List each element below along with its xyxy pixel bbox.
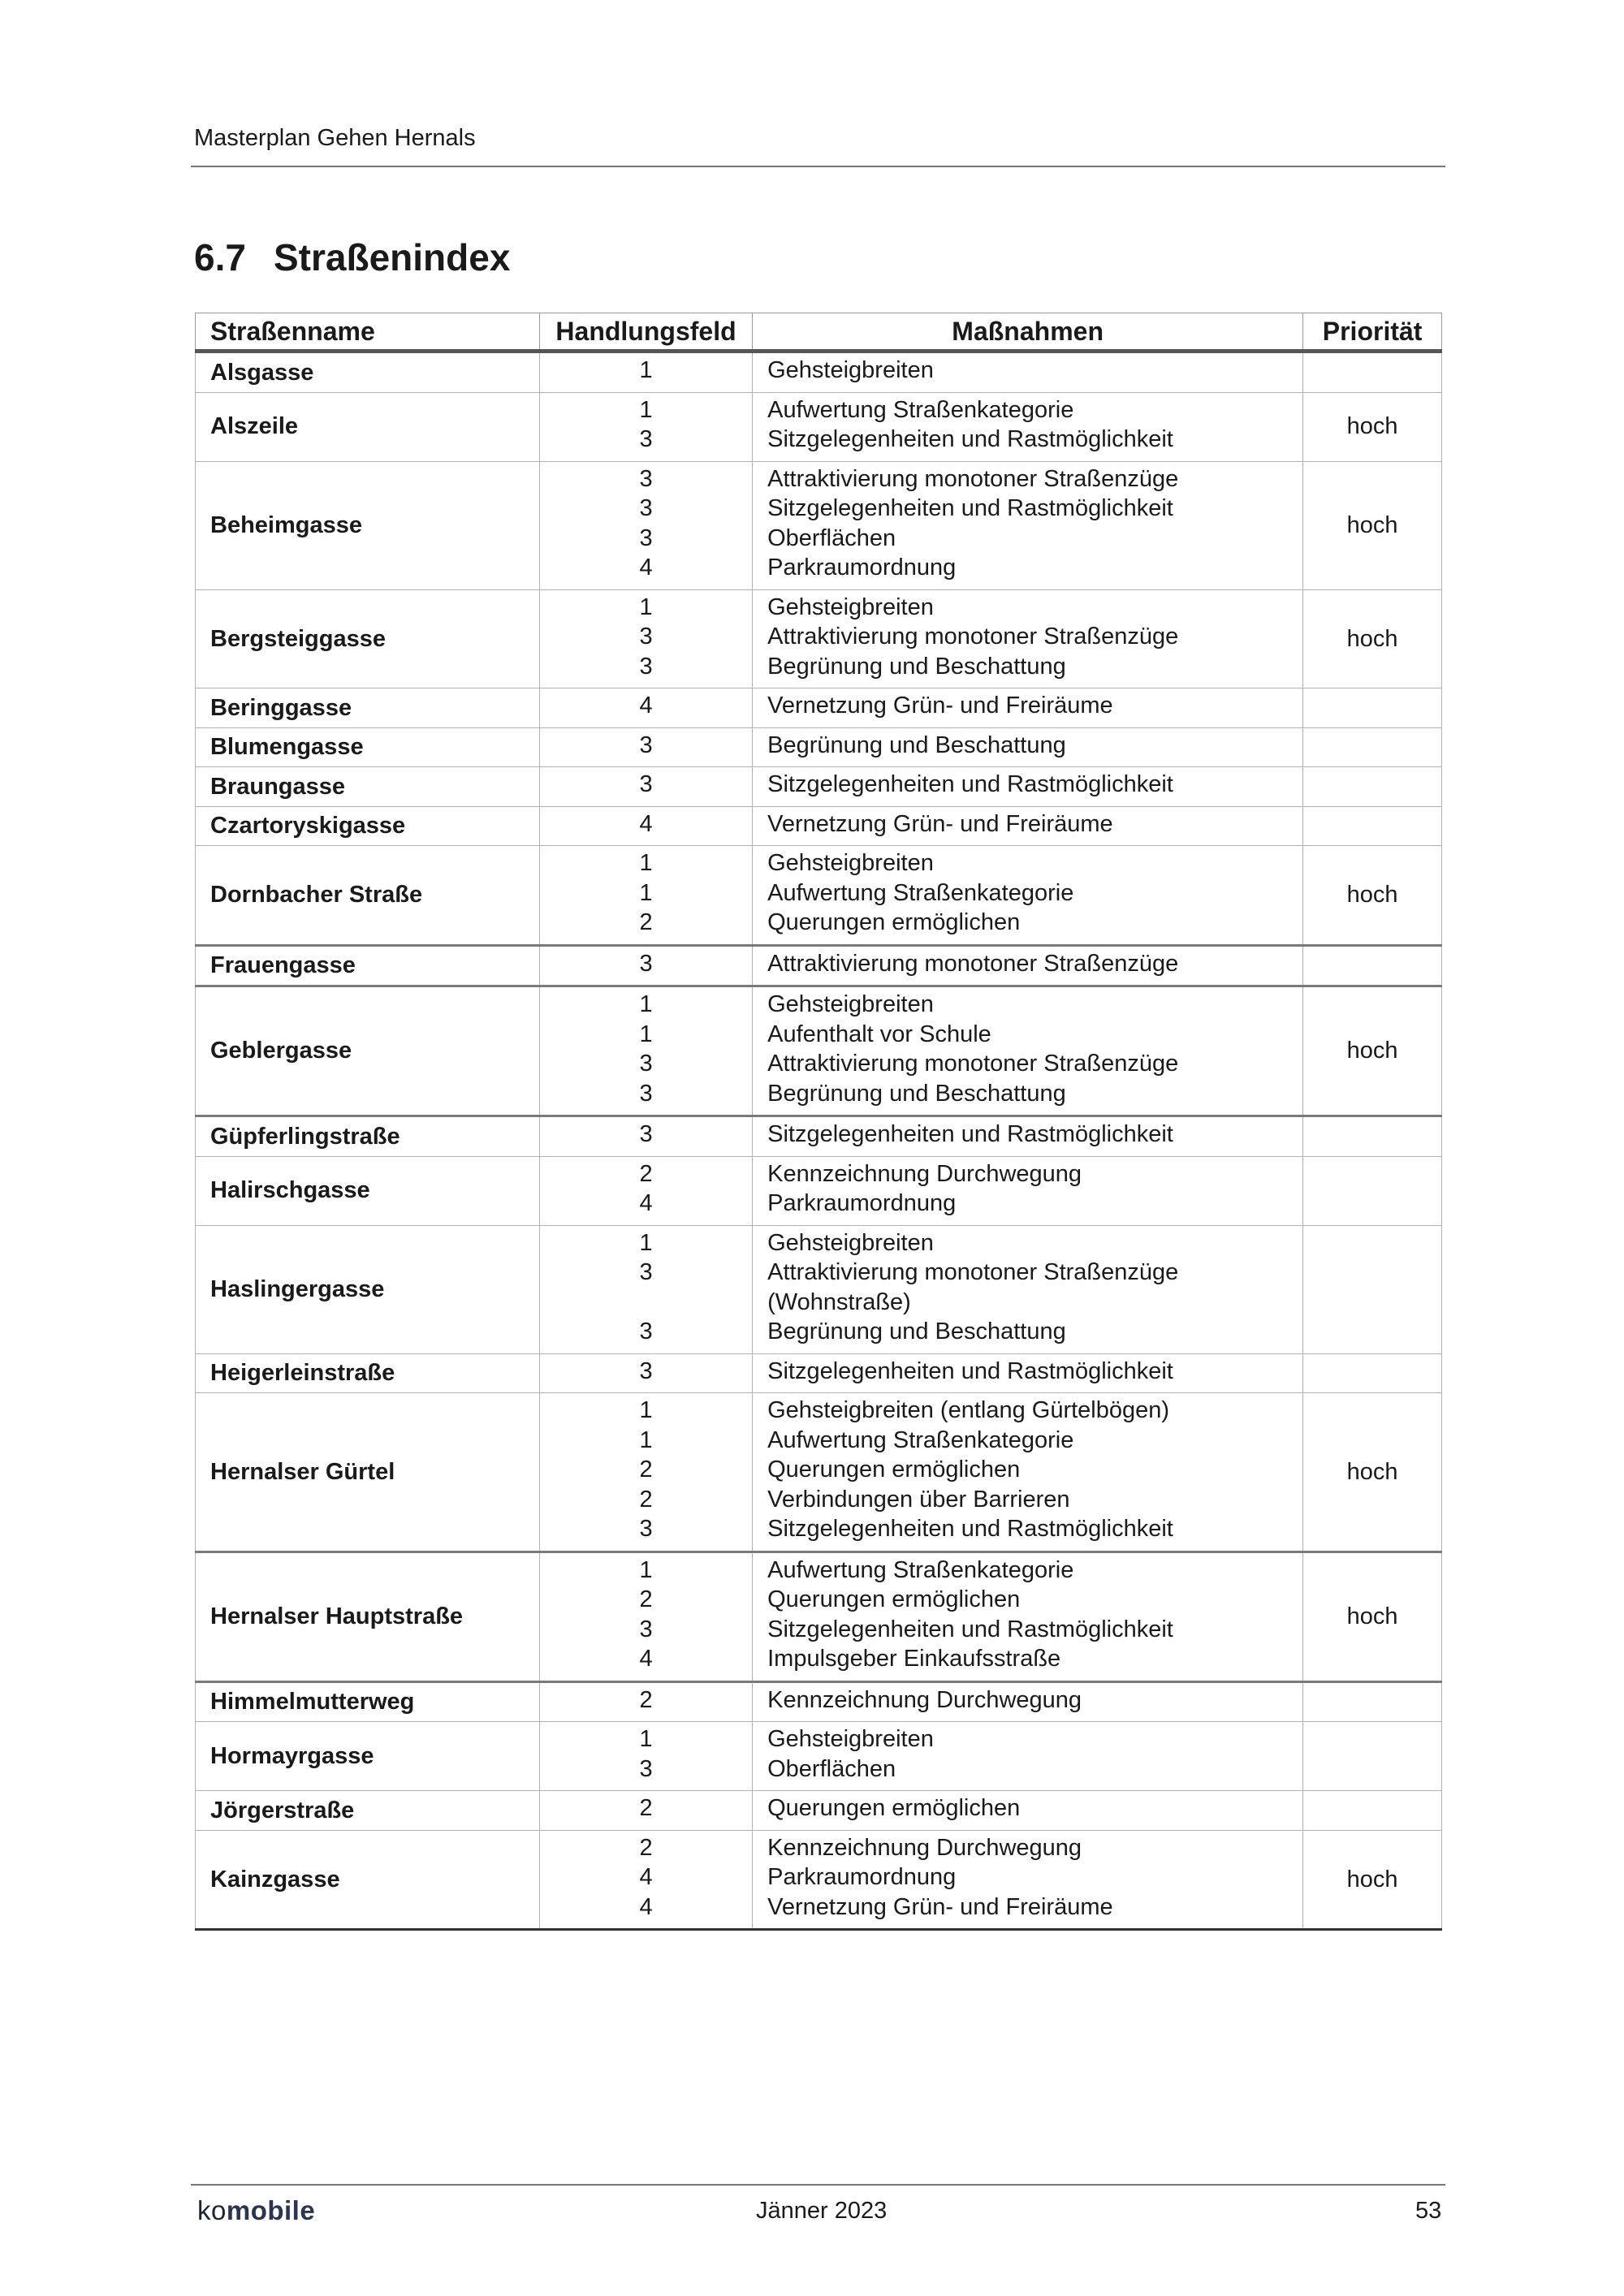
measure-item: Querungen ermöglichen <box>767 1795 1021 1821</box>
action-field-value: 1 <box>639 1726 653 1752</box>
priority-cell: hoch <box>1303 392 1442 461</box>
section-title: Straßenindex <box>274 236 511 278</box>
action-field-cell <box>539 727 752 767</box>
priority-cell <box>1303 945 1442 986</box>
action-field-value: 4 <box>639 555 653 580</box>
street-name-cell: Alsgasse <box>196 352 540 393</box>
action-field-cell <box>539 1830 752 1930</box>
street-name-cell: Güpferlingstraße <box>196 1116 540 1157</box>
measures-cell <box>753 727 1303 767</box>
measure-item: Attraktivierung monotoner Straßenzüge <box>767 1259 1179 1285</box>
action-field-value: 2 <box>639 1686 653 1713</box>
action-field-value: 3 <box>639 653 653 680</box>
section-heading <box>194 235 510 279</box>
column-header-action-field: Handlungsfeld <box>539 313 752 352</box>
measures-cell <box>753 392 1303 461</box>
action-field-value: 3 <box>639 426 653 452</box>
table-row <box>196 1681 1442 1722</box>
measures-cell <box>753 1225 1303 1353</box>
action-field-value: 3 <box>639 1616 653 1642</box>
measure-item: Aufwertung Straßenkategorie <box>767 1426 1074 1453</box>
measures-cell <box>753 688 1303 728</box>
table-row <box>196 1552 1442 1681</box>
priority-cell: hoch <box>1303 846 1442 946</box>
street-name-cell: Blumengasse <box>196 727 540 767</box>
table-row <box>196 767 1442 807</box>
action-field-cell <box>539 1681 752 1722</box>
measure-item: Attraktivierung monotoner Straßenzüge <box>767 624 1179 650</box>
measures-cell <box>753 1393 1303 1552</box>
page-number: 53 <box>1415 2198 1442 2224</box>
table-row <box>196 1353 1442 1393</box>
action-field-cell <box>539 1393 752 1552</box>
table-body <box>196 352 1442 1930</box>
measure-item: Vernetzung Grün- und Freiräume <box>767 1893 1113 1920</box>
measure-item: Aufwertung Straßenkategorie <box>767 1556 1074 1583</box>
measures-cell <box>753 1830 1303 1930</box>
street-name-cell: Jörgerstraße <box>196 1791 540 1831</box>
priority-cell <box>1303 1116 1442 1157</box>
priority-cell: hoch <box>1303 1552 1442 1681</box>
action-field-value: 2 <box>639 1457 653 1482</box>
action-field-value: 3 <box>639 732 653 758</box>
measure-item: Oberflächen <box>767 524 896 551</box>
action-field-value: 3 <box>639 950 653 977</box>
street-name-cell: Beheimgasse <box>196 461 540 589</box>
measure-item: Vernetzung Grün- und Freiräume <box>767 693 1113 719</box>
street-name-cell: Czartoryskigasse <box>196 806 540 846</box>
table-row <box>196 589 1442 688</box>
action-field-value: 4 <box>639 1893 653 1920</box>
komobile-logo <box>197 2195 315 2226</box>
measure-item: Sitzgelegenheiten und Rastmöglichkeit <box>767 771 1173 797</box>
action-field-value: 2 <box>639 1160 653 1187</box>
measure-item: Kennzeichnung Durchwegung <box>767 1160 1082 1187</box>
action-field-value: 4 <box>639 1190 653 1216</box>
measure-item: Aufwertung Straßenkategorie <box>767 396 1074 423</box>
action-field-value: 3 <box>639 1318 653 1344</box>
measure-item: Begrünung und Beschattung <box>767 653 1066 680</box>
action-field-value: 1 <box>639 991 653 1017</box>
action-field-cell <box>539 352 752 393</box>
action-field-value: 3 <box>639 465 653 492</box>
column-header-measures: Maßnahmen <box>753 313 1303 352</box>
table-row <box>196 986 1442 1116</box>
action-field-value: 3 <box>639 495 653 521</box>
footer-divider <box>191 2184 1445 2186</box>
measures-cell <box>753 1681 1303 1722</box>
measure-item: Aufwertung Straßenkategorie <box>767 879 1074 906</box>
action-field-value: 2 <box>639 1586 653 1612</box>
table-row <box>196 846 1442 946</box>
street-name-cell: Hernalser Hauptstraße <box>196 1552 540 1681</box>
action-field-value: 3 <box>639 524 653 551</box>
measures-cell <box>753 986 1303 1116</box>
action-field-value: 2 <box>639 1834 653 1861</box>
action-field-value: 4 <box>639 693 653 719</box>
measure-item: Kennzeichnung Durchwegung <box>767 1834 1082 1861</box>
column-header-priority: Priorität <box>1303 313 1442 352</box>
priority-cell <box>1303 1156 1442 1225</box>
priority-cell: hoch <box>1303 589 1442 688</box>
measure-item: Begrünung und Beschattung <box>767 1080 1066 1107</box>
priority-cell: hoch <box>1303 1830 1442 1930</box>
action-field-cell <box>539 806 752 846</box>
street-name-cell: Frauengasse <box>196 945 540 986</box>
action-field-value: 3 <box>639 624 653 650</box>
table-row <box>196 1722 1442 1791</box>
priority-cell <box>1303 1681 1442 1722</box>
measure-item: Querungen ermöglichen <box>767 1586 1021 1612</box>
measure-item: Gehsteigbreiten <box>767 1726 934 1752</box>
action-field-value: 1 <box>639 1021 653 1047</box>
measures-cell <box>753 1552 1303 1681</box>
action-field-value: 1 <box>639 1556 653 1583</box>
action-field-value: 1 <box>639 1229 653 1256</box>
action-field-value: 1 <box>639 357 653 383</box>
priority-cell <box>1303 767 1442 807</box>
measure-item: Sitzgelegenheiten und Rastmöglichkeit <box>767 1121 1173 1147</box>
action-field-value: 3 <box>639 1357 653 1384</box>
street-name-cell: Braungasse <box>196 767 540 807</box>
section-number: 6.7 <box>194 236 246 278</box>
table-row <box>196 352 1442 393</box>
logo-text-bold: mobile <box>226 2195 316 2225</box>
action-field-value: 3 <box>639 1051 653 1077</box>
action-field-value: 2 <box>639 1795 653 1821</box>
measure-item: Parkraumordnung <box>767 555 957 580</box>
action-field-cell <box>539 1156 752 1225</box>
table-row <box>196 1156 1442 1225</box>
action-field-cell <box>539 1225 752 1353</box>
action-field-value: 3 <box>639 1259 653 1285</box>
logo-text-light: ko <box>197 2195 227 2225</box>
action-field-value <box>555 1288 737 1318</box>
street-name-cell: Dornbacher Straße <box>196 846 540 946</box>
measure-item: Vernetzung Grün- und Freiräume <box>767 810 1113 837</box>
measure-item: Parkraumordnung <box>767 1864 957 1890</box>
column-header-street-name: Straßenname <box>196 313 540 352</box>
table-row <box>196 688 1442 728</box>
action-field-cell <box>539 461 752 589</box>
measure-item: Sitzgelegenheiten und Rastmöglichkeit <box>767 1357 1173 1384</box>
measure-item: (Wohnstraße) <box>767 1288 911 1315</box>
table-row <box>196 1791 1442 1831</box>
running-header: Masterplan Gehen Hernals <box>194 125 476 151</box>
measures-cell <box>753 945 1303 986</box>
street-name-cell: Heigerleinstraße <box>196 1353 540 1393</box>
table-row <box>196 727 1442 767</box>
measures-cell <box>753 846 1303 946</box>
action-field-value: 2 <box>639 909 653 935</box>
measure-item: Sitzgelegenheiten und Rastmöglichkeit <box>767 495 1173 521</box>
street-name-cell: Hormayrgasse <box>196 1722 540 1791</box>
street-name-cell: Himmelmutterweg <box>196 1681 540 1722</box>
measures-cell <box>753 1722 1303 1791</box>
measures-cell <box>753 461 1303 589</box>
street-name-cell: Hernalser Gürtel <box>196 1393 540 1552</box>
measure-item: Kennzeichnung Durchwegung <box>767 1686 1082 1713</box>
priority-cell: hoch <box>1303 1393 1442 1552</box>
action-field-value: 1 <box>639 1426 653 1453</box>
measure-item: Parkraumordnung <box>767 1190 957 1216</box>
measure-item: Attraktivierung monotoner Straßenzüge <box>767 950 1179 977</box>
measures-cell <box>753 1353 1303 1393</box>
measure-item: Gehsteigbreiten <box>767 593 934 620</box>
measure-item: Sitzgelegenheiten und Rastmöglichkeit <box>767 1616 1173 1642</box>
action-field-cell <box>539 589 752 688</box>
table-row <box>196 945 1442 986</box>
priority-cell <box>1303 1722 1442 1791</box>
measures-cell <box>753 589 1303 688</box>
action-field-cell <box>539 767 752 807</box>
action-field-value: 3 <box>639 1516 653 1542</box>
measures-cell <box>753 806 1303 846</box>
measure-item: Attraktivierung monotoner Straßenzüge <box>767 1051 1179 1077</box>
measure-item: Querungen ermöglichen <box>767 909 1021 935</box>
priority-cell <box>1303 688 1442 728</box>
action-field-cell <box>539 1116 752 1157</box>
table-row <box>196 1393 1442 1552</box>
action-field-cell <box>539 986 752 1116</box>
measure-item: Gehsteigbreiten <box>767 357 934 383</box>
priority-cell <box>1303 1791 1442 1831</box>
action-field-value: 4 <box>639 810 653 837</box>
priority-cell <box>1303 727 1442 767</box>
measures-cell <box>753 1116 1303 1157</box>
measure-item: Oberflächen <box>767 1755 896 1782</box>
street-name-cell: Alszeile <box>196 392 540 461</box>
table-row <box>196 461 1442 589</box>
action-field-cell <box>539 1722 752 1791</box>
table-header-row <box>196 313 1442 352</box>
measures-cell <box>753 1156 1303 1225</box>
measures-cell <box>753 767 1303 807</box>
action-field-value: 2 <box>639 1486 653 1513</box>
action-field-cell <box>539 1353 752 1393</box>
priority-cell <box>1303 352 1442 393</box>
measure-item: Begrünung und Beschattung <box>767 1318 1066 1344</box>
street-name-cell: Geblergasse <box>196 986 540 1116</box>
measure-item: Gehsteigbreiten <box>767 850 934 876</box>
action-field-value: 3 <box>639 771 653 797</box>
table-row <box>196 1830 1442 1930</box>
street-name-cell: Bergsteiggasse <box>196 589 540 688</box>
action-field-cell <box>539 846 752 946</box>
action-field-value: 1 <box>639 850 653 876</box>
priority-cell <box>1303 806 1442 846</box>
action-field-value: 3 <box>639 1121 653 1147</box>
priority-cell: hoch <box>1303 461 1442 589</box>
action-field-cell <box>539 688 752 728</box>
measure-item: Aufenthalt vor Schule <box>767 1021 991 1047</box>
measure-item: Attraktivierung monotoner Straßenzüge <box>767 465 1179 492</box>
measure-item: Querungen ermöglichen <box>767 1457 1021 1482</box>
priority-cell <box>1303 1353 1442 1393</box>
table-row <box>196 1225 1442 1353</box>
action-field-cell <box>539 392 752 461</box>
action-field-cell <box>539 1552 752 1681</box>
measure-item: Gehsteigbreiten (entlang Gürtelbögen) <box>767 1397 1170 1423</box>
measure-item: Sitzgelegenheiten und Rastmöglichkeit <box>767 426 1173 452</box>
footer-date: Jänner 2023 <box>756 2198 888 2224</box>
action-field-value: 3 <box>639 1755 653 1782</box>
action-field-value: 1 <box>639 396 653 423</box>
action-field-cell <box>539 945 752 986</box>
street-name-cell: Halirschgasse <box>196 1156 540 1225</box>
measures-cell <box>753 352 1303 393</box>
street-index-table <box>195 313 1442 1931</box>
table-row <box>196 806 1442 846</box>
street-name-cell: Kainzgasse <box>196 1830 540 1930</box>
action-field-cell <box>539 1791 752 1831</box>
measure-item: Begrünung und Beschattung <box>767 732 1066 758</box>
measure-item: Gehsteigbreiten <box>767 1229 934 1256</box>
priority-cell: hoch <box>1303 986 1442 1116</box>
header-divider <box>191 166 1445 167</box>
action-field-value: 1 <box>639 879 653 906</box>
action-field-value: 1 <box>639 1397 653 1423</box>
measure-item: Impulsgeber Einkaufsstraße <box>767 1646 1061 1672</box>
street-name-cell: Beringgasse <box>196 688 540 728</box>
action-field-value: 1 <box>639 593 653 620</box>
action-field-value: 4 <box>639 1646 653 1672</box>
measure-item: Gehsteigbreiten <box>767 991 934 1017</box>
measure-item: Sitzgelegenheiten und Rastmöglichkeit <box>767 1516 1173 1542</box>
priority-cell <box>1303 1225 1442 1353</box>
measure-item: Verbindungen über Barrieren <box>767 1486 1070 1513</box>
action-field-value: 4 <box>639 1864 653 1890</box>
table-row <box>196 392 1442 461</box>
table-row <box>196 1116 1442 1157</box>
measures-cell <box>753 1791 1303 1831</box>
street-name-cell: Haslingergasse <box>196 1225 540 1353</box>
action-field-value: 3 <box>639 1080 653 1107</box>
